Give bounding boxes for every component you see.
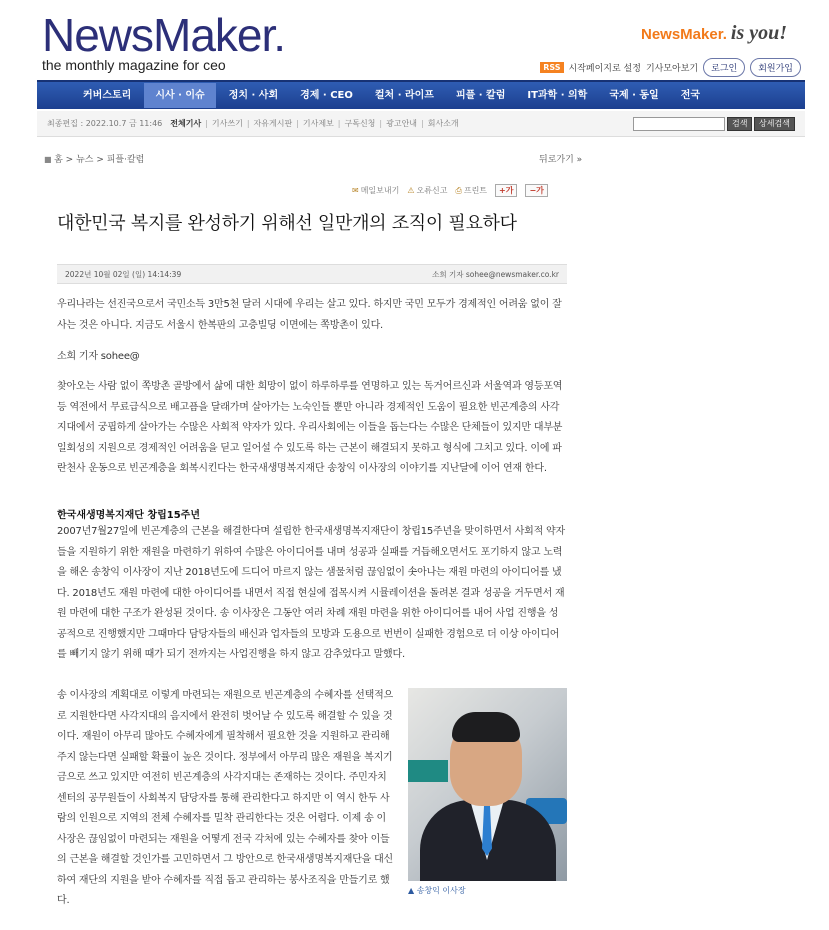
free-board-link[interactable]: 자유게시판 xyxy=(253,119,293,128)
login-button[interactable]: 로그인 xyxy=(703,58,745,77)
last-updated: 최종편집 : 2022.10.7 금 11:46 xyxy=(47,119,163,128)
breadcrumb-icon: ■ xyxy=(44,155,55,164)
article-subhead: 한국새생명복지재단 창립15주년 xyxy=(57,510,200,521)
brand-slogan: is you! xyxy=(730,22,788,44)
back-link[interactable]: 뒤로가기 » xyxy=(539,155,583,165)
top-links xyxy=(540,58,801,77)
chevron-right-icon: » xyxy=(576,155,583,165)
breadcrumb: ■ 홈 > 뉴스 > 피플·칼럼 xyxy=(44,155,145,165)
search-input[interactable] xyxy=(633,117,725,131)
sub-bar: 최종편집 : 2022.10.7 금 11:46 전체기사 | 기사쓰기 | 자유게시판 | 기사제보 | 구독신청 | 광고안내 | 회사소개 xyxy=(37,111,805,137)
mail-button[interactable]: ✉ 메일보내기 xyxy=(352,186,400,195)
article-byline: 소희 기자 sohee@ xyxy=(57,351,140,362)
article-author[interactable]: 소희 기자 sohee@newsmaker.co.kr xyxy=(432,269,559,279)
article-paragraph-2: 찾아오는 사람 없이 쪽방촌 골방에서 삶에 대한 희망이 없이 하루하루를 연명하고 있는 독거어르신과 서울역과 영등포역등 역전에서 무료급식으로 배고픔을 달래가며 살아가는 노숙인들 뿐만 아니라 경제적인 도움이 필요한 빈곤계층의 사각지대에서 궁핍하게 살아가는 수많은 사회적 약자가 있다. 우리사회에는 이들을 돕는다는 수많은 단체들이 있지만 대부분 일회성의 지원으로 경제적인 어려움을 딛고 일어설 수 있도록 하는 근본이 해결되지 못하고 형식에 그치고 있다. 이에 파란천사 운동으로 빈곤계층을 회복시킨다는 한국새생명복지재단 송창익 이사장의 이야기를 지난달에 이어 연재 한다. xyxy=(57,381,563,474)
nav-economy[interactable]: 경제 · CEO xyxy=(300,90,353,101)
ad-info-link[interactable]: 광고안내 xyxy=(386,119,418,128)
article-tools xyxy=(352,184,548,197)
nav-international[interactable]: 국제 · 동일 xyxy=(609,90,659,101)
nav-current-affairs[interactable]: 시사 · 이슈 xyxy=(144,83,215,108)
all-articles-link[interactable]: 전체기사 xyxy=(170,119,202,128)
article-paragraph-3: 2007년7월27일에 빈곤계층의 근본을 해결한다며 설립한 한국새생명복지재단이 창립15주년을 맞이하면서 사회적 약자들을 지원하기 위한 재원을 마련하기 위하여 수많은 아이디어를 내며 성공과 실패를 거듭해오면서도 포기하지 않고 노력을 해온 송창익 이사장이 지난 2018년도에 드디어 마르지 않는 샘물처럼 끊임없이 솟아나는 재원 마련의 아이디어를 냈다. 2018년도 재원 마련에 대한 아이디어를 내면서 직접 현실에 접목시켜 시뮬레이션을 돌려본 결과 성공을 거두면서 재원 마련에 대한 구조가 완성된 것이다. 송 이사장은 그동안 여러 차례 재원 마련을 위한 아이디어를 내어 사업 진행을 성공적으로 진행했지만 그때마다 담당자들의 배신과 업자들의 모방과 도용으로 번번이 실패한 경험으로 더 이상 아이디어를 빼기지 않기 위해 때가 되기 전까지는 사업진행을 하지 않고 감추었다고 말했다. xyxy=(57,526,565,660)
site-logo[interactable] xyxy=(42,10,285,73)
print-icon: ⎙ xyxy=(455,186,462,195)
error-icon: ⚠ xyxy=(407,186,415,195)
article-title: 대한민국 복지를 완성하기 위해선 일만개의 조직이 필요하다 xyxy=(57,213,517,234)
logo-wordmark: NewsMaker. xyxy=(42,9,286,61)
article-meta xyxy=(57,264,567,284)
logo-tagline: the monthly magazine for ceo xyxy=(42,57,226,73)
article-date: 2022년 10월 02일 (일) 14:14:39 xyxy=(65,269,182,279)
article-paragraph-1: 우리나라는 선진국으로서 국민소득 3만5천 달러 시대에 우리는 살고 있다. 하지만 국민 모두가 경제적인 어려움 없이 잘 사는 것은 아니다. 지금도 서울시 한복판의 고층빌딩 이면에는 쪽방촌이 있다. xyxy=(57,299,562,331)
brand-slogan-banner[interactable] xyxy=(641,22,787,45)
font-decrease-button[interactable]: −가 xyxy=(525,184,547,197)
nav-nationwide[interactable]: 전국 xyxy=(680,90,701,101)
company-info-link[interactable]: 회사소개 xyxy=(427,119,459,128)
article-photo[interactable] xyxy=(408,688,567,881)
photo-caption: ▲ 송창익 이사장 xyxy=(408,886,466,895)
mail-icon: ✉ xyxy=(352,186,359,195)
nav-politics[interactable]: 정치 · 사회 xyxy=(228,90,279,101)
article-collection-link[interactable]: 기사모아보기 xyxy=(645,64,699,74)
nav-cover-story[interactable]: 커버스토리 xyxy=(83,90,132,101)
main-nav xyxy=(37,80,805,109)
report-error-button[interactable]: ⚠ 오류신고 xyxy=(407,186,448,195)
report-tip-link[interactable]: 기사제보 xyxy=(302,119,334,128)
join-button[interactable]: 회원가입 xyxy=(750,58,801,77)
nav-people[interactable]: 피플 · 칼럼 xyxy=(455,90,506,101)
article-paragraph-4: 송 이사장의 계획대로 이렇게 마련되는 재원으로 빈곤계층의 수혜자를 선택적으로 지원한다면 사각지대의 음지에서 완전히 벗어날 수 있도록 해결할 수 있을 것이다. 재원이 아무리 많아도 수혜자에게 필착해서 필요한 것을 지원하고 관리해 주지 않는다면 실패할 확률이 높은 것이다. 정부에서 아무리 많은 재원을 복지기금으로 쓰고 있지만 여전히 빈곤계층의 사각지대는 존재하는 것이다. 주민자치센터의 공무원들이 사회복지 담당자를 통해 관리한다고 하지만 이 역시 한두 사람의 인원으로 지역의 전체 수혜자를 밀착 관리한다는 것은 어렵다. 이제 송 이사장은 끊임없이 마련되는 재원을 어떻게 전국 각처에 있는 수혜자를 찾아 이들의 근본을 해결할 것인가를 고민하면서 그 방안으로 한국새생명복지재단을 대신하여 재단의 지원을 받아 수혜자를 직접 돕고 관리하는 봉사조직을 만들기로 했다. xyxy=(57,690,394,906)
search-button[interactable]: 검색 xyxy=(727,117,752,131)
set-homepage-link[interactable]: 시작페이지로 설정 xyxy=(568,64,641,74)
print-button[interactable]: ⎙ 프린트 xyxy=(455,186,488,195)
brand-name: NewsMaker. xyxy=(641,26,727,43)
nav-it-science[interactable]: IT과학 · 의학 xyxy=(527,90,588,101)
nav-culture[interactable]: 컬처 · 라이프 xyxy=(374,90,434,101)
font-increase-button[interactable]: +가 xyxy=(495,184,517,197)
subscribe-link[interactable]: 구독신청 xyxy=(344,119,376,128)
write-article-link[interactable]: 기사쓰기 xyxy=(211,119,243,128)
rss-icon[interactable]: RSS xyxy=(540,62,563,73)
detail-search-button[interactable]: 상세검색 xyxy=(754,117,795,131)
